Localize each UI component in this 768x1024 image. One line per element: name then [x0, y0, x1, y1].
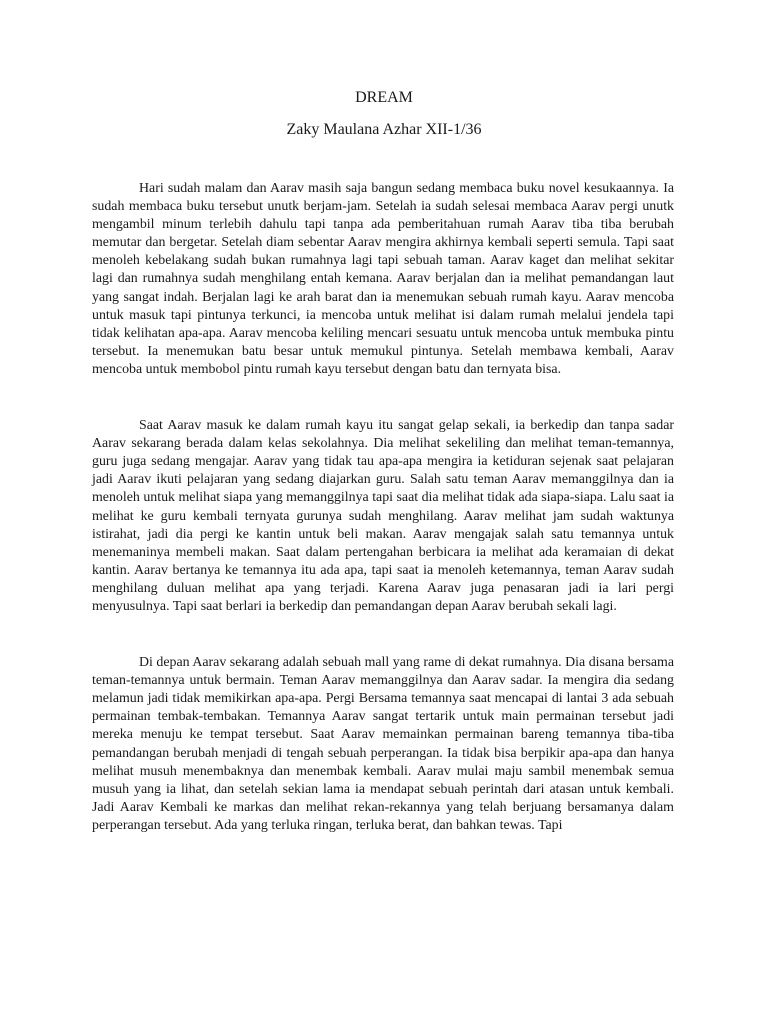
author-line: Zaky Maulana Azhar XII-1/36: [286, 121, 482, 138]
paragraph-3: Di depan Aarav sekarang adalah sebuah mall yang rame di dekat rumahnya. Dia disana bersama teman-temannya untuk bermain. Teman Aarav memanggilnya dan Aarav sadar. Ia mengira dia sedang melamun jadi tidak memikirkan apa-apa. Pergi Bersama temannya saat mencapai di lantai 3 ada sebuah permainan tembak-tembakan. Temannya Aarav sangat tertarik untuk main permainan tersebut jadi mereka menuju ke tempat tersebut. Saat Aarav memainkan permainan bareng temannya tiba-tiba pemandangan berubah menjadi di tengah sebuah perperangan. Ia tidak bisa berpikir apa-apa dan hanya melihat musuh menembaknya dan menembak kembali. Aarav mulai maju sambil menembak semua musuh yang ia lihat, dan setelah sekian lama ia mendapat sebuah perintah dari atasan untuk kembali. Jadi Aarav Kembali ke markas dan melihat rekan-rekannya yang telah berjuang bersamanya dalam perperangan tersebut. Ada yang terluka ringan, terluka berat, dan bahkan tewas. Tapi: [92, 655, 674, 833]
paragraph-1: Hari sudah malam dan Aarav masih saja bangun sedang membaca buku novel kesukaannya. Ia sudah membaca buku tersebut unutk berjam-jam. Setelah ia sudah selesai membaca Aarav pergi unutk mengambil minum terlebih dahulu tapi tanpa ada pemberitahuan rumah Aarav tiba tiba berubah memutar dan bergetar. Setelah diam sebentar Aarav mengira akhirnya kembali seperti semula. Tapi saat menoleh kebelakang sudah bukan rumahnya lagi tapi sebuah taman. Aarav kaget dan melihat sekitar lagi dan rumahnya sudah menghilang entah kemana. Aarav berjalan dan ia melihat pemandangan laut yang sangat indah. Berjalan lagi ke arah barat dan ia menemukan sebuah rumah kayu. Aarav mencoba untuk masuk tapi pintunya terkunci, ia mencoba untuk melihat isi dalam rumah melalui jendela tapi tidak kelihatan apa-apa. Aarav mencoba keliling mencari sesuatu untuk mencoba untuk membuka pintu tersebut. Ia menemukan batu besar untuk memukul pintunya. Setelah membawa kembali, Aarav mencoba untuk membobol pintu rumah kayu tersebut dengan batu dan ternyata bisa.: [92, 181, 674, 377]
paragraph-2: Saat Aarav masuk ke dalam rumah kayu itu sangat gelap sekali, ia berkedip dan tanpa sadar Aarav sekarang berada dalam kelas sekolahnya. Dia melihat sekeliling dan melihat teman-temannya, guru juga sedang mengajar. Aarav yang tidak tau apa-apa mengira ia ketiduran sejenak saat pelajaran jadi Aarav ikuti pelajaran yang sedang diajarkan guru. Salah satu teman Aarav memanggilnya dan ia menoleh untuk melihat siapa yang memanggilnya tapi saat dia melihat tidak ada siapa-siapa. Lalu saat ia melihat ke guru kembali ternyata gurunya sudah menghilang. Aarav melihat jam sudah waktunya istirahat, jadi dia pergi ke kantin untuk beli makan. Aarav mengajak salah satu temannya untuk menemaninya membeli makan. Saat dalam pertengahan berbicara ia melihat ada keramaian di dekat kantin. Aarav bertanya ke temannya itu ada apa, tapi saat ia menoleh ketemannya, teman Aarav sudah menghilang duluan melihat apa yang terjadi. Karena Aarav juga penasaran jadi ia lari pergi menyusulnya. Tapi saat berlari ia berkedip dan pemandangan depan Aarav berubah sekali lagi.: [92, 418, 674, 614]
document-title: DREAM: [355, 89, 413, 106]
document-body: [92, 180, 674, 873]
